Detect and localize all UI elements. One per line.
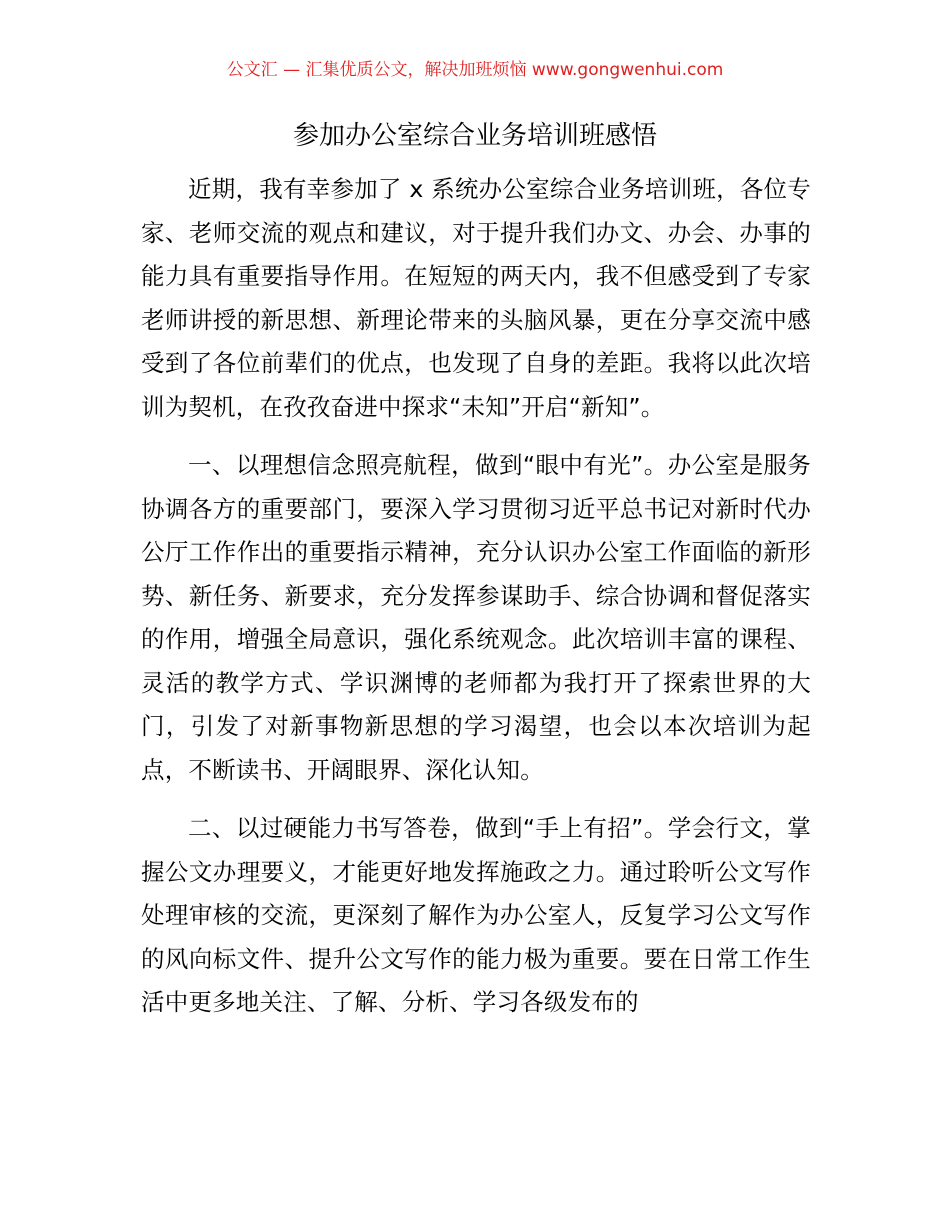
paragraph-section-one: 一、以理想信念照亮航程，做到“眼中有光”。办公室是服务协调各方的重要部门，要深入学习贯彻习近平总书记对新时代办公厅工作作出的重要指示精神，充分认识办公室工作面临的新形势、新任务、新要求，充分发挥参谋助手、综合协调和督促落实的作用，增强全局意识，强化系统观念。此次培训丰富的课程、灵活的教学方式、学识渊博的老师都为我打开了探索世界的大门，引发了对新事物新思想的学习渴望，也会以本次培训为起点，不断读书、开阔眼界、深化认知。: [141, 451, 811, 784]
paragraph-section-two: 二、以过硬能力书写答卷，做到“手上有招”。学会行文，掌握公文办理要义，才能更好地发挥施政之力。通过聆听公文写作处理审核的交流，更深刻了解作为办公室人，反复学习公文写作的风向标文件、提升公文写作的能力极为重要。要在日常工作生活中更多地关注、了解、分析、学习各级发布的: [141, 814, 811, 1016]
paragraph-intro: 近期，我有幸参加了 x 系统办公室综合业务培训班，各位专家、老师交流的观点和建议，对于提升我们办文、办会、办事的能力具有重要指导作用。在短短的两天内，我不但感受到了专家老师讲授的新思想、新理论带来的头脑风暴，更在分享交流中感受到了各位前辈们的优点，也发现了自身的差距。我将以此次培训为契机，在孜孜奋进中探求“未知”开启“新知”。: [141, 175, 811, 421]
document-title: 参加办公室综合业务培训班感悟: [292, 121, 657, 151]
document-body: [141, 168, 811, 1040]
site-header-banner: 公文汇 — 汇集优质公文，解决加班烦恼 www.gongwenhui.com: [226, 60, 724, 80]
